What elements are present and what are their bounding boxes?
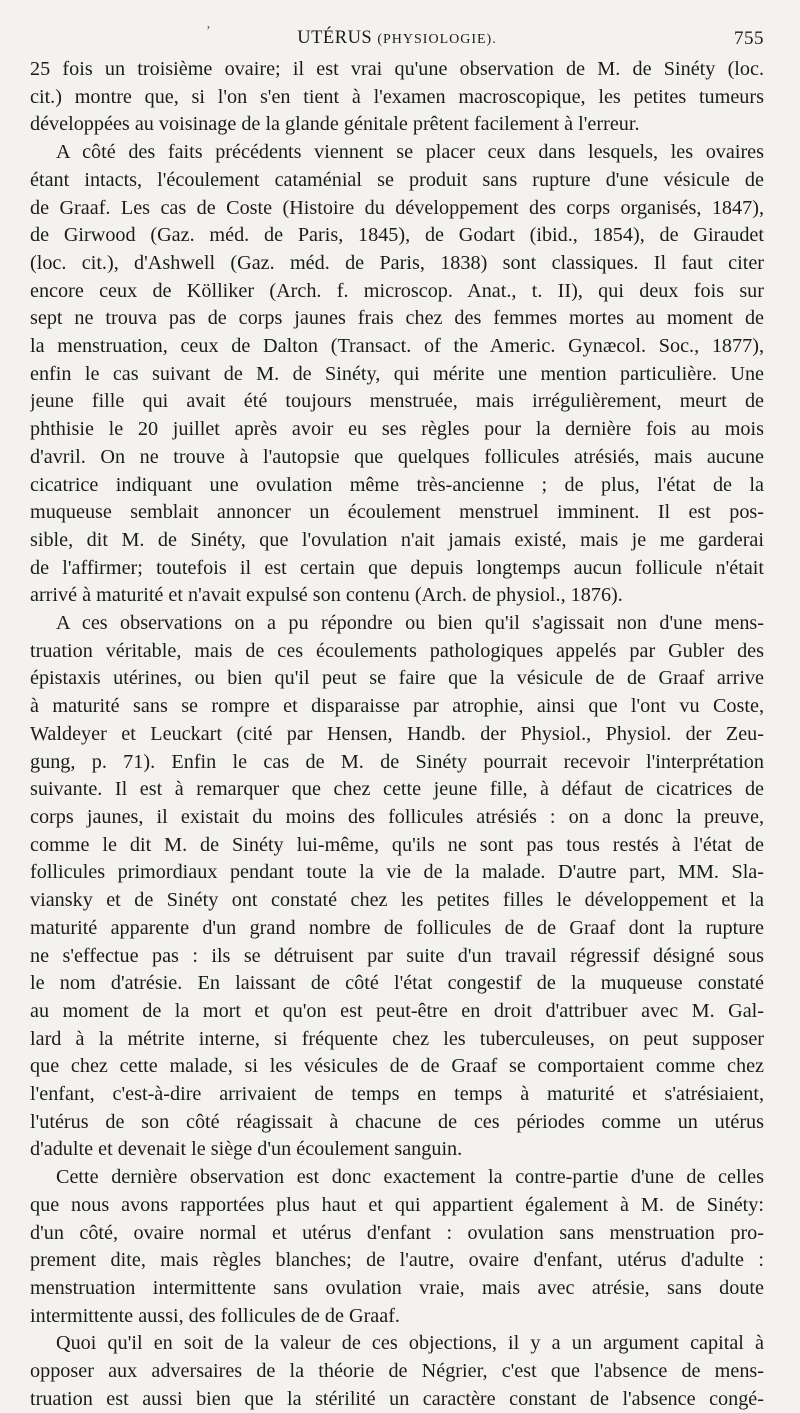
text-line: intermittente aussi, des follicules de de Graaf. (30, 1304, 400, 1327)
text-line: la menstruation, ceux de Dalton (Transact. of the Americ. Gynæcol. Soc., 1877), (30, 335, 764, 358)
running-title-main: UTÉRUS (297, 28, 373, 48)
page-number: 755 (734, 28, 764, 49)
text-line: Cette dernière observation est donc exactement la contre-partie d'une de celles (56, 1166, 764, 1189)
text-line: ne s'effectue pas : ils se détruisent par suite d'un travail régressif désigné sous (30, 944, 764, 967)
text-line: d'avril. On ne trouve à l'autopsie que quelques follicules atrésiés, mais aucune (30, 445, 764, 468)
text-line: muqueuse semblait annoncer un écoulement menstruel imminent. Il est pos- (30, 501, 764, 524)
text-line: d'un côté, ovaire normal et utérus d'enfant : ovulation sans menstruation pro- (30, 1221, 764, 1244)
text-line: maturité apparente d'un grand nombre de follicules de de Graaf dont la rupture (30, 916, 764, 939)
text-line: que chez cette malade, si les vésicules de de Graaf se comportaient comme chez (30, 1055, 764, 1078)
text-line: phthisie le 20 juillet après avoir eu ses règles pour la dernière fois au mois (30, 418, 764, 441)
text-line: comme le dit M. de Sinéty lui-même, qu'ils ne sont pas tous restés à l'état de (30, 833, 764, 856)
text-line: de Girwood (Gaz. méd. de Paris, 1845), de Godart (ibid., 1854), de Giraudet (30, 224, 764, 247)
text-line: de Graaf. Les cas de Coste (Histoire du développement des corps organisés, 1847), (30, 196, 764, 219)
text-line: de l'affirmer; toutefois il est certain que depuis longtemps aucun follicule n'était (30, 556, 764, 579)
text-line: étant intacts, l'écoulement cataménial se produit sans rupture d'une vésicule de (30, 168, 764, 191)
running-header (30, 22, 764, 56)
text-line: cicatrice indiquant une ovulation même très-ancienne ; de plus, l'état de la (30, 473, 764, 496)
text-line: gung, p. 71). Enfin le cas de M. de Sinéty pourrait recevoir l'interprétation (30, 750, 764, 773)
text-line: l'utérus de son côté réagissait à chacune de ces périodes comme un utérus (30, 1110, 764, 1133)
text-line: truation est aussi bien que la stérilité un caractère constant de l'absence congé- (30, 1387, 764, 1410)
text-line: d'adulte et devenait le siège d'un écoulement sanguin. (30, 1138, 463, 1161)
running-title (30, 28, 764, 49)
text-line: prement dite, mais règles blanches; de l'autre, ovaire d'enfant, utérus d'adulte : (30, 1249, 764, 1272)
text-line: au moment de la mort et qu'on est peut-être en droit d'attribuer avec M. Gal- (30, 999, 764, 1022)
text-line: 25 fois un troisième ovaire; il est vrai qu'une observation de M. de Sinéty (loc. (30, 58, 764, 80)
text-line: jeune fille qui avait été toujours menstruée, mais irrégulièrement, meurt de (30, 390, 764, 413)
text-line: opposer aux adversaires de la théorie de Négrier, c'est que l'absence de mens- (30, 1360, 764, 1383)
text-line: viansky et de Sinéty ont constaté chez les petites filles le développement et la (30, 889, 764, 912)
text-line: Quoi qu'il en soit de la valeur de ces objections, il y a un argument capital à (56, 1332, 764, 1355)
text-line: Waldeyer et Leuckart (cité par Hensen, Handb. der Physiol., Physiol. der Zeu- (30, 722, 764, 745)
text-line: menstruation intermittente sans ovulation vraie, mais avec atrésie, sans doute (30, 1276, 764, 1299)
body-text (30, 56, 764, 1413)
stray-mark: ʼ (206, 24, 212, 39)
text-line: sible, dit M. de Sinéty, que l'ovulation n'ait jamais existé, mais je me garderai (30, 528, 764, 551)
text-line: A côté des faits précédents viennent se placer ceux dans lesquels, les ovaires (56, 141, 764, 164)
text-line: épistaxis utérines, ou bien qu'il peut se faire que la vésicule de de Graaf arrive (30, 667, 764, 690)
text-line: enfin le cas suivant de M. de Sinéty, qui mérite une mention particulière. Une (30, 362, 764, 385)
text-line: lard à la métrite interne, si fréquente chez les tuberculeuses, on peut supposer (30, 1027, 764, 1050)
text-line: (loc. cit.), d'Ashwell (Gaz. méd. de Paris, 1838) sont classiques. Il faut citer (30, 251, 764, 274)
text-line: truation véritable, mais de ces écoulements pathologiques appelés par Gubler des (30, 639, 764, 662)
text-line: à maturité sans se rompre et disparaisse par atrophie, ainsi que l'ont vu Coste, (30, 695, 764, 718)
text-line: A ces observations on a pu répondre ou bien qu'il s'agissait non d'une mens- (56, 612, 764, 635)
text-line: sept ne trouva pas de corps jaunes frais chez des femmes mortes au moment de (30, 307, 764, 330)
text-line: encore ceux de Kölliker (Arch. f. microscop. Anat., t. II), qui deux fois sur (30, 279, 764, 302)
text-line: arrivé à maturité et n'avait expulsé son contenu (Arch. de physiol., 1876). (30, 584, 623, 607)
text-line: cit.) montre que, si l'on s'en tient à l'examen macroscopique, les petites tumeurs (30, 85, 764, 108)
text-line: suivante. Il est à remarquer que chez cette jeune fille, à défaut de cicatrices de (30, 778, 764, 801)
text-line: le nom d'atrésie. En laissant de côté l'état congestif de la muqueuse constaté (30, 972, 764, 995)
text-line: que nous avons rapportées plus haut et qui appartient également à M. de Sinéty: (30, 1193, 764, 1216)
running-title-sub: (PHYSIOLOGIE). (377, 32, 497, 47)
text-line: follicules primordiaux pendant toute la vie de la malade. D'autre part, MM. Sla- (30, 861, 764, 884)
text-line: l'enfant, c'est-à-dire arrivaient de temps en temps à maturité et s'atrésiaient, (30, 1083, 764, 1106)
text-line: corps jaunes, il existait du moins des follicules atrésiés : on a donc la preuve, (30, 805, 764, 828)
text-line: développées au voisinage de la glande génitale prêtent facilement à l'erreur. (30, 113, 640, 136)
